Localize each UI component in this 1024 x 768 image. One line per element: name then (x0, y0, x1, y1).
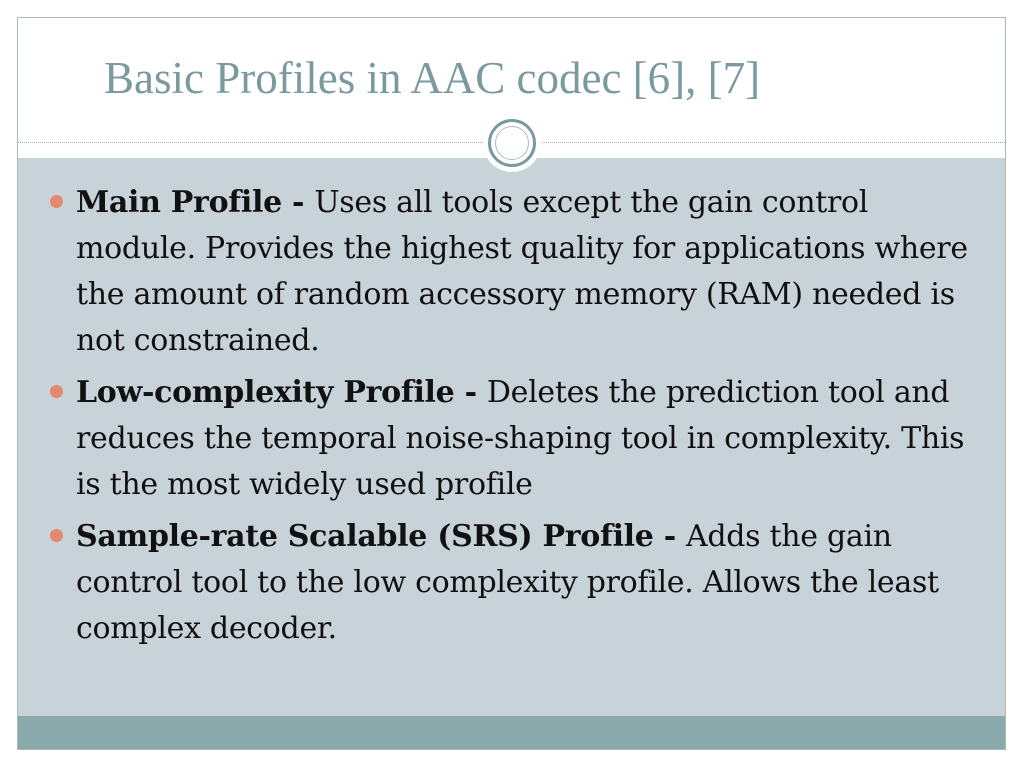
bullet-term: Main Profile - (76, 185, 315, 220)
bullet-dot-icon (50, 529, 63, 542)
bullet-item-low-complexity-profile (50, 370, 990, 508)
bullet-term: Low-complexity Profile - (76, 375, 487, 410)
bullet-text: Adds the gain control tool to the low complexity profile. Allows the least complex decoder. (76, 519, 939, 646)
bullet-list (50, 180, 990, 658)
slide-title: Basic Profiles in AAC codec [6], [7] (104, 53, 761, 103)
ring-ornament-inner (495, 126, 529, 160)
bullet-dot-icon (50, 385, 63, 398)
footer-band (18, 716, 1005, 750)
bullet-text: Uses all tools except the gain control module. Provides the highest quality for applications where the amount of random accessory memory (RAM) needed is not constrained. (76, 185, 968, 358)
slide (17, 17, 1006, 750)
bullet-dot-icon (50, 195, 63, 208)
bullet-text: Deletes the prediction tool and reduces the temporal noise-shaping tool in complexity. This is the most widely used profile (76, 375, 965, 502)
bullet-term: Sample-rate Scalable (SRS) Profile - (76, 519, 686, 554)
bullet-item-main-profile (50, 180, 990, 364)
bullet-item-srs-profile (50, 514, 990, 652)
